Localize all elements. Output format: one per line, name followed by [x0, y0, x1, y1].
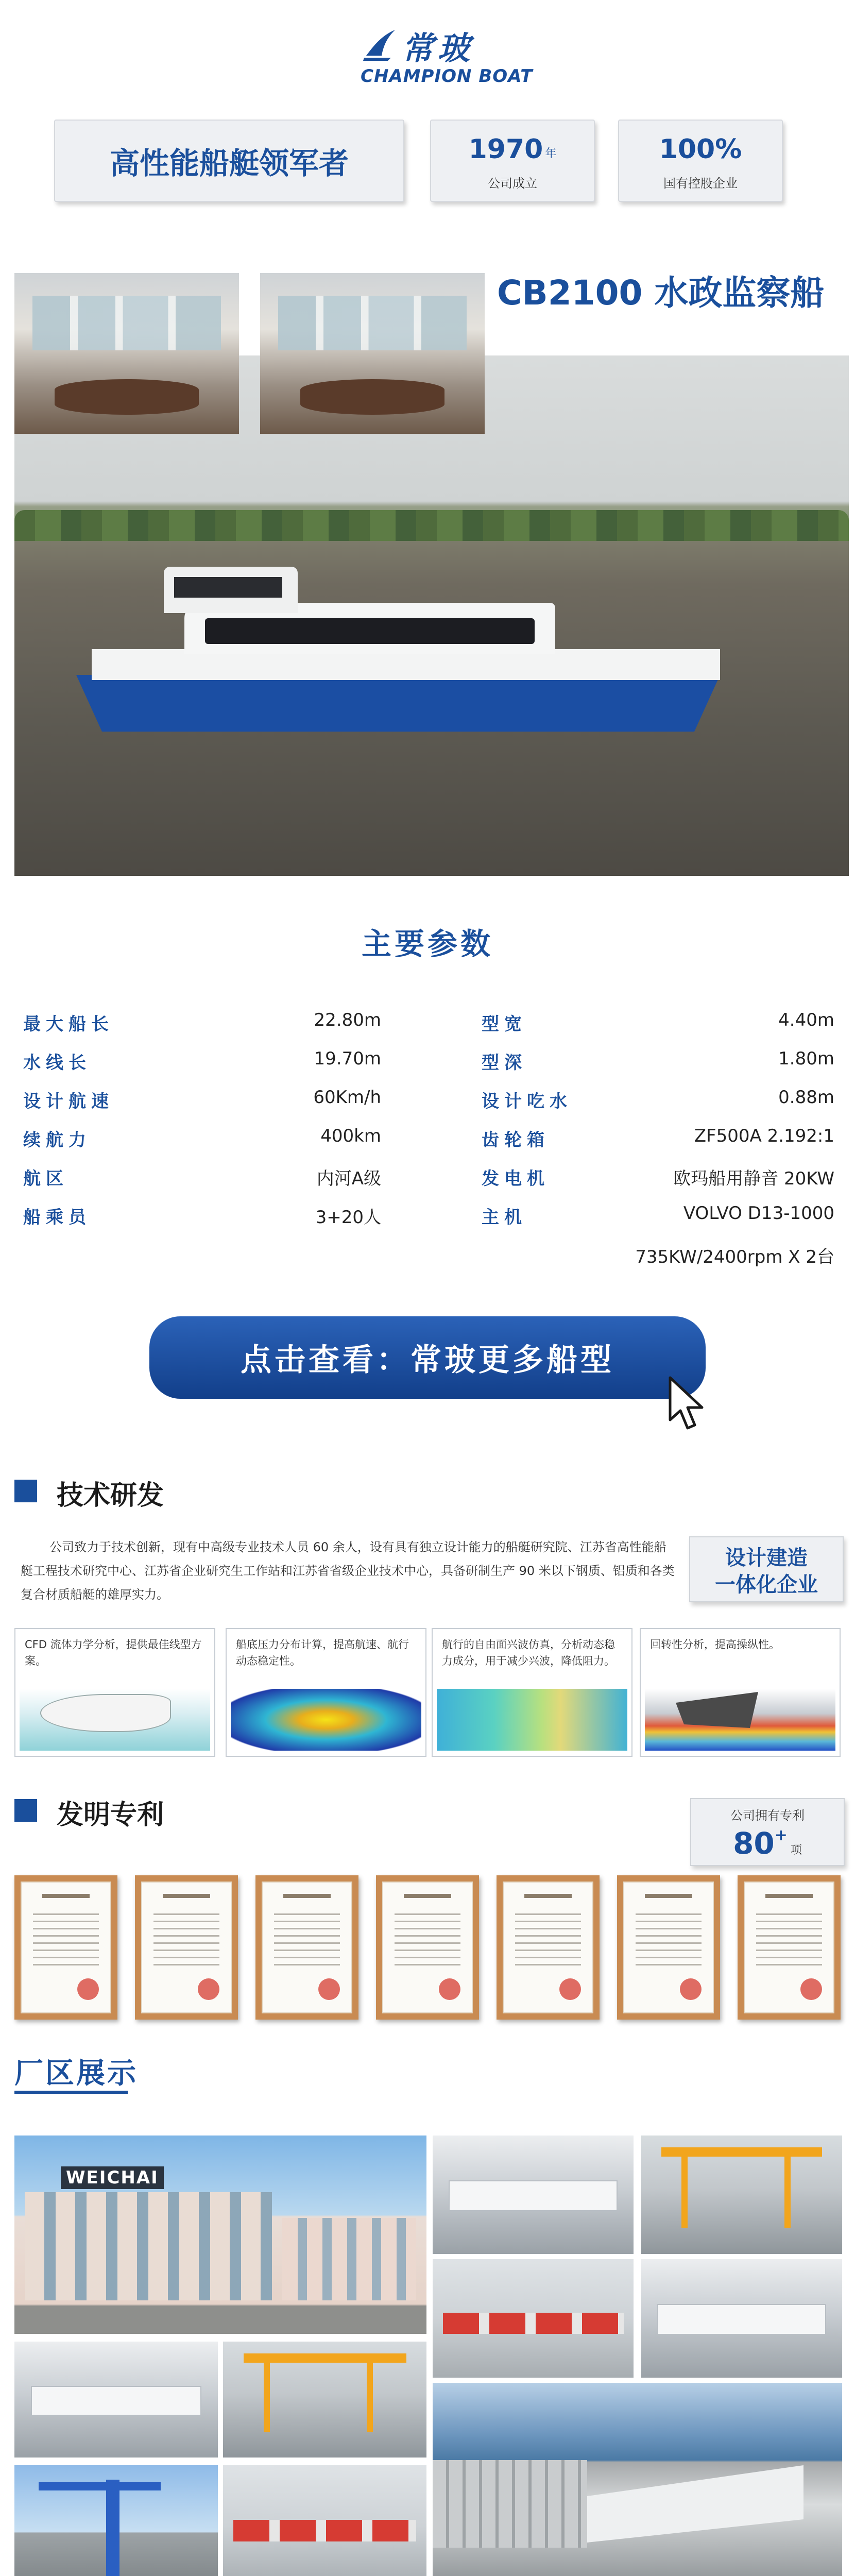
simulation-card [640, 1628, 841, 1757]
param-label: 主机 [482, 1207, 527, 1228]
param-label: 最大船长 [23, 1014, 114, 1035]
param-label: 型深 [482, 1053, 527, 1073]
factory-title-underline [14, 2091, 128, 2094]
factory-photo [641, 2259, 842, 2378]
building-sign: WEICHAI [61, 2166, 164, 2189]
state-owned-label: 国有控股企业 [663, 176, 738, 191]
patent-certificate [497, 1875, 600, 2020]
factory-photo [223, 2342, 426, 2458]
simulation-card [432, 1628, 632, 1757]
params-title: 主要参数 [361, 926, 493, 961]
param-value: 1.80m [778, 1048, 834, 1069]
section-marker-icon [14, 1799, 37, 1822]
param-label: 型宽 [482, 1014, 527, 1035]
param-value: 内河A级 [316, 1168, 381, 1189]
param-label: 发电机 [482, 1168, 550, 1189]
param-value: ZF500A 2.192:1 [694, 1126, 834, 1146]
turning-analysis-image [645, 1689, 835, 1751]
param-value: 欧玛船用静音 20KW [673, 1168, 834, 1189]
simulation-card [226, 1628, 426, 1757]
patent-count-badge [690, 1798, 845, 1866]
param-value: 19.70m [314, 1048, 381, 1069]
patent-count-value: 80+项 [733, 1826, 802, 1861]
param-label: 水线长 [23, 1053, 91, 1073]
param-value: 400km [320, 1126, 381, 1146]
patent-count-label: 公司拥有专利 [730, 1808, 805, 1823]
patent-certificate [738, 1875, 841, 2020]
param-label: 船乘员 [23, 1207, 91, 1228]
simulation-card [14, 1628, 215, 1757]
factory-photo [433, 2259, 634, 2378]
patent-certificate [14, 1875, 117, 2020]
boat-model-title: CB2100 水政监察船 [497, 273, 825, 313]
state-owned-box [618, 120, 783, 202]
more-models-button[interactable] [149, 1316, 706, 1399]
param-value: VOLVO D13-1000 [683, 1203, 834, 1224]
param-value: 60Km/h [313, 1087, 381, 1108]
founded-label: 公司成立 [488, 176, 537, 191]
section-marker-icon [14, 1480, 37, 1502]
tech-title: 技术研发 [57, 1480, 164, 1511]
founded-unit: 年 [545, 147, 557, 160]
design-build-line2: 一体化企业 [715, 1573, 818, 1597]
param-value: 3+20人 [315, 1207, 381, 1228]
factory-photo [223, 2465, 426, 2576]
factory-building-photo [14, 2136, 426, 2334]
engine-power-value: 735KW/2400rpm X 2台 [635, 1247, 834, 1267]
slogan-text: 高性能船艇领军者 [109, 146, 349, 181]
factory-aerial-photo [433, 2383, 842, 2576]
founded-year: 1970 年 [468, 134, 557, 165]
more-models-label: 点击查看：常玻更多船型 [241, 1342, 614, 1378]
cabin-interior-photo [260, 273, 485, 434]
founded-box [430, 120, 595, 202]
patent-certificate [376, 1875, 479, 2020]
logo-name-en: CHAMPION BOAT [361, 66, 533, 87]
logo-wave-icon [363, 26, 399, 62]
cfd-hull-image [20, 1689, 210, 1751]
simulation-caption: 航行的自由面兴波仿真，分析动态稳力成分，用于减少兴波，降低阻力。 [442, 1638, 615, 1667]
design-build-line1: 设计建造 [725, 1546, 808, 1570]
param-value: 0.88m [778, 1087, 834, 1108]
simulation-caption: 船底压力分布计算，提高航速、航行动态稳定性。 [236, 1638, 409, 1667]
simulation-caption: CFD 流体力学分析，提供最佳线型方案。 [25, 1638, 202, 1667]
factory-photo [14, 2342, 218, 2458]
param-label: 齿轮箱 [482, 1130, 550, 1150]
patent-certificate [617, 1875, 720, 2020]
logo-name-cn: 常玻 [402, 29, 474, 67]
param-label: 续航力 [23, 1130, 91, 1150]
patents-title: 发明专利 [57, 1800, 164, 1831]
patent-certificate [135, 1875, 238, 2020]
factory-crane-photo [14, 2465, 218, 2576]
param-label: 航区 [23, 1168, 69, 1189]
slogan-box [54, 120, 404, 202]
param-value: 22.80m [314, 1010, 381, 1030]
factory-title: 厂区展示 [14, 2057, 138, 2090]
tech-description: 公司致力于技术创新，现有中高级专业技术人员 60 余人，设有具有独立设计能力的船艇研究院、江苏省高性能船艇工程技术研究中心、江苏省企业研究生工作站和江苏省省级企业技术中心，具备研制生产 90 米以下钢质、铝质和各类复合材质船艇的雄厚实力。 [21, 1540, 675, 1602]
simulation-caption: 回转性分析，提高操纵性。 [650, 1638, 780, 1651]
factory-photo [641, 2136, 842, 2254]
state-owned-value: 100% [659, 134, 742, 165]
design-build-badge [689, 1536, 844, 1602]
param-label: 设计航速 [23, 1091, 114, 1112]
factory-photo [433, 2136, 634, 2254]
param-value: 4.40m [778, 1010, 834, 1030]
pressure-map-image [231, 1689, 421, 1751]
param-label: 设计吃水 [482, 1091, 572, 1112]
patent-certificate [255, 1875, 358, 2020]
meeting-room-photo [14, 273, 239, 434]
wave-simulation-image [437, 1689, 627, 1751]
pointer-cursor-icon [667, 1376, 713, 1432]
